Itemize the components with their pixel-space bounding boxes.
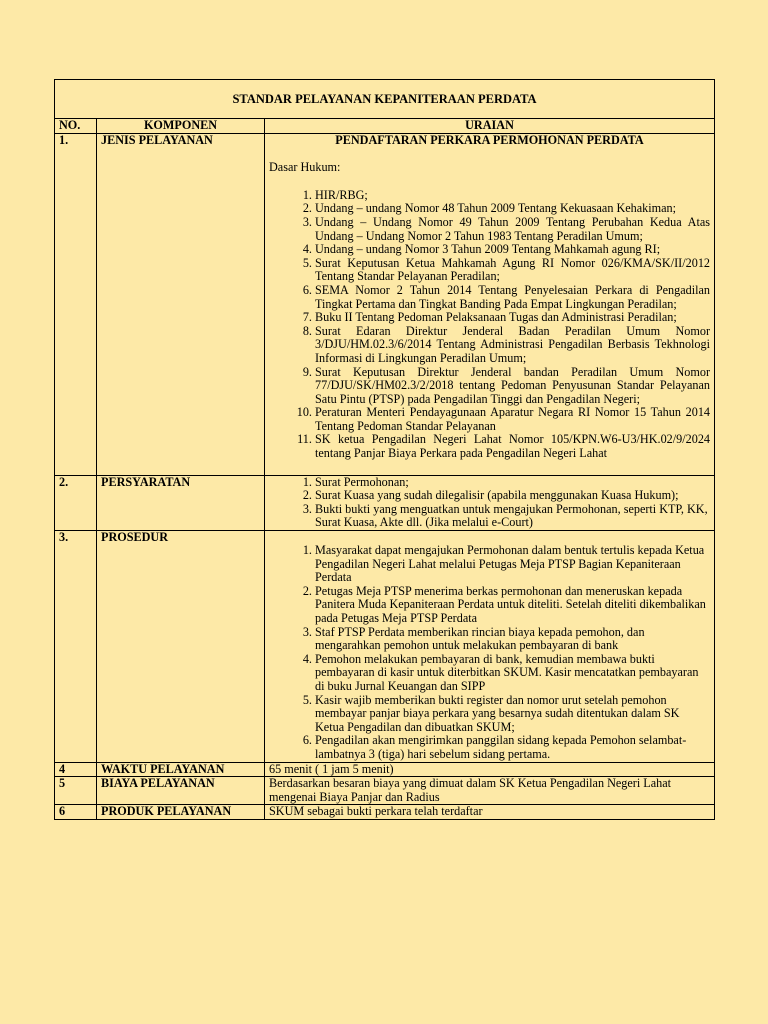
row-component: PROSEDUR (97, 531, 265, 763)
service-standard-table (54, 79, 715, 820)
list-item: 3. Undang – Undang Nomor 49 Tahun 2009 Tentang Perubahan Kedua Atas Undang – Undang Nomor 2 Tahun 1983 Tentang Peradilan Umum; (315, 216, 710, 243)
list-item: 1. Surat Permohonan; (315, 476, 710, 490)
service-heading: PENDAFTARAN PERKARA PERMOHONAN PERDATA (335, 132, 644, 147)
list-item: 7. Buku II Tentang Pedoman Pelaksanaan Tugas dan Administrasi Peradilan; (315, 311, 710, 325)
requirements-list (269, 476, 710, 530)
list-item: 6. SEMA Nomor 2 Tahun 2014 Tentang Penyelesaian Perkara di Pengadilan Tingkat Pertama dan Tingkat Banding Pada Empat Lingkungan Peradilan; (315, 284, 710, 311)
document-title: STANDAR PELAYANAN KEPANITERAAN PERDATA (55, 80, 715, 119)
table-row-jenis-pelayanan (55, 133, 715, 475)
row-number: 1. (55, 133, 97, 475)
table-header-row (55, 119, 715, 134)
list-item: 8. Surat Edaran Direktur Jenderal Badan Peradilan Umum Nomor 3/DJU/HM.02.3/6/2014 Tentang Administrasi Pengadilan Berbasis Tekhnologi Informasi di Lingkungan Peradilan Umum; (315, 325, 710, 366)
row-description (265, 133, 715, 475)
row-number: 2. (55, 475, 97, 530)
list-item: 4. Pemohon melakukan pembayaran di bank, kemudian membawa bukti pembayaran di kasir untuk diterbitkan SKUM. Kasir mencatatkan pembayaran di buku Jurnal Keuangan dan SIPP (315, 653, 710, 694)
table-row-persyaratan (55, 475, 715, 530)
list-item: 4. Undang – undang Nomor 3 Tahun 2009 Tentang Mahkamah agung RI; (315, 243, 710, 257)
row-number: 3. (55, 531, 97, 763)
list-item: 6. Pengadilan akan mengirimkan panggilan sidang kepada Pemohon selambat- lambatnya 3 (tiga) hari sebelum sidang pertama. (315, 734, 710, 761)
table-row-produk-pelayanan (55, 805, 715, 820)
row-number: 4 (55, 762, 97, 777)
list-item: 2. Surat Kuasa yang sudah dilegalisir (apabila menggunakan Kuasa Hukum); (315, 489, 710, 503)
row-number: 6 (55, 805, 97, 820)
legal-basis-label: Dasar Hukum: (269, 160, 341, 175)
list-item: 5. Kasir wajib memberikan bukti register dan nomor urut setelah pemohon membayar panjar biaya perkara yang besarnya sudah ditentukan dalam SK Ketua Pengadilan dan dibuatkan SKUM; (315, 694, 710, 735)
row-description: 65 menit ( 1 jam 5 menit) (265, 762, 715, 777)
row-component: JENIS PELAYANAN (97, 133, 265, 475)
row-component: PRODUK PELAYANAN (97, 805, 265, 820)
list-item: 9. Surat Keputusan Direktur Jenderal bandan Peradilan Umum Nomor 77/DJU/SK/HM02.3/2/2018 tentang Pedoman Penyusunan Standar Pelayanan Satu Pintu (PTSP) pada Pengadilan Tinggi dan Pengadilan Negeri; (315, 366, 710, 407)
legal-basis-list (269, 189, 710, 461)
list-item: 11. SK ketua Pengadilan Negeri Lahat Nomor 105/KPN.W6-U3/HK.02/9/2024 tentang Panjar Biaya Perkara pada Pengadilan Negeri Lahat (315, 433, 710, 460)
row-description: SKUM sebagai bukti perkara telah terdaftar (265, 805, 715, 820)
list-item: 5. Surat Keputusan Ketua Mahkamah Agung RI Nomor 026/KMA/SK/II/2012 Tentang Standar Pelayanan Peradilan; (315, 257, 710, 284)
header-uraian: URAIAN (265, 119, 715, 134)
row-description (265, 531, 715, 763)
list-item: 3. Bukti bukti yang menguatkan untuk mengajukan Permohonan, seperti KTP, KK, Surat Kuasa, Akte dll. (Jika melalui e-Court) (315, 503, 710, 530)
service-standard-document (54, 79, 714, 820)
list-item: 1. Masyarakat dapat mengajukan Permohonan dalam bentuk tertulis kepada Ketua Pengadilan Negeri Lahat melalui Petugas Meja PTSP Bagian Kepaniteraan Perdata (315, 544, 710, 585)
row-number: 5 (55, 777, 97, 805)
list-item: 2. Undang – undang Nomor 48 Tahun 2009 Tentang Kekuasaan Kehakiman; (315, 202, 710, 216)
header-no: NO. (55, 119, 97, 134)
list-item: 2. Petugas Meja PTSP menerima berkas permohonan dan meneruskan kepada Panitera Muda Kepaniteraan Perdata untuk diteliti. Setelah diteliti dikembalikan pada Petugas Meja PTSP Perdata (315, 585, 710, 626)
table-row-biaya-pelayanan (55, 777, 715, 805)
row-description: Berdasarkan besaran biaya yang dimuat dalam SK Ketua Pengadilan Negeri Lahat mengenai Biaya Panjar dan Radius (265, 777, 715, 805)
list-item: 1. HIR/RBG; (315, 189, 710, 203)
list-item: 10. Peraturan Menteri Pendayagunaan Aparatur Negara RI Nomor 15 Tahun 2014 Tentang Pedoman Standar Pelayanan (315, 406, 710, 433)
table-row-prosedur (55, 531, 715, 763)
list-item: 3. Staf PTSP Perdata memberikan rincian biaya kepada pemohon, dan mengarahkan pemohon untuk melakukan pembayaran di bank (315, 626, 710, 653)
row-component: PERSYARATAN (97, 475, 265, 530)
table-row-waktu-pelayanan (55, 762, 715, 777)
row-component: WAKTU PELAYANAN (97, 762, 265, 777)
row-description (265, 475, 715, 530)
row-component: BIAYA PELAYANAN (97, 777, 265, 805)
header-komponen: KOMPONEN (97, 119, 265, 134)
procedure-list (269, 544, 710, 762)
